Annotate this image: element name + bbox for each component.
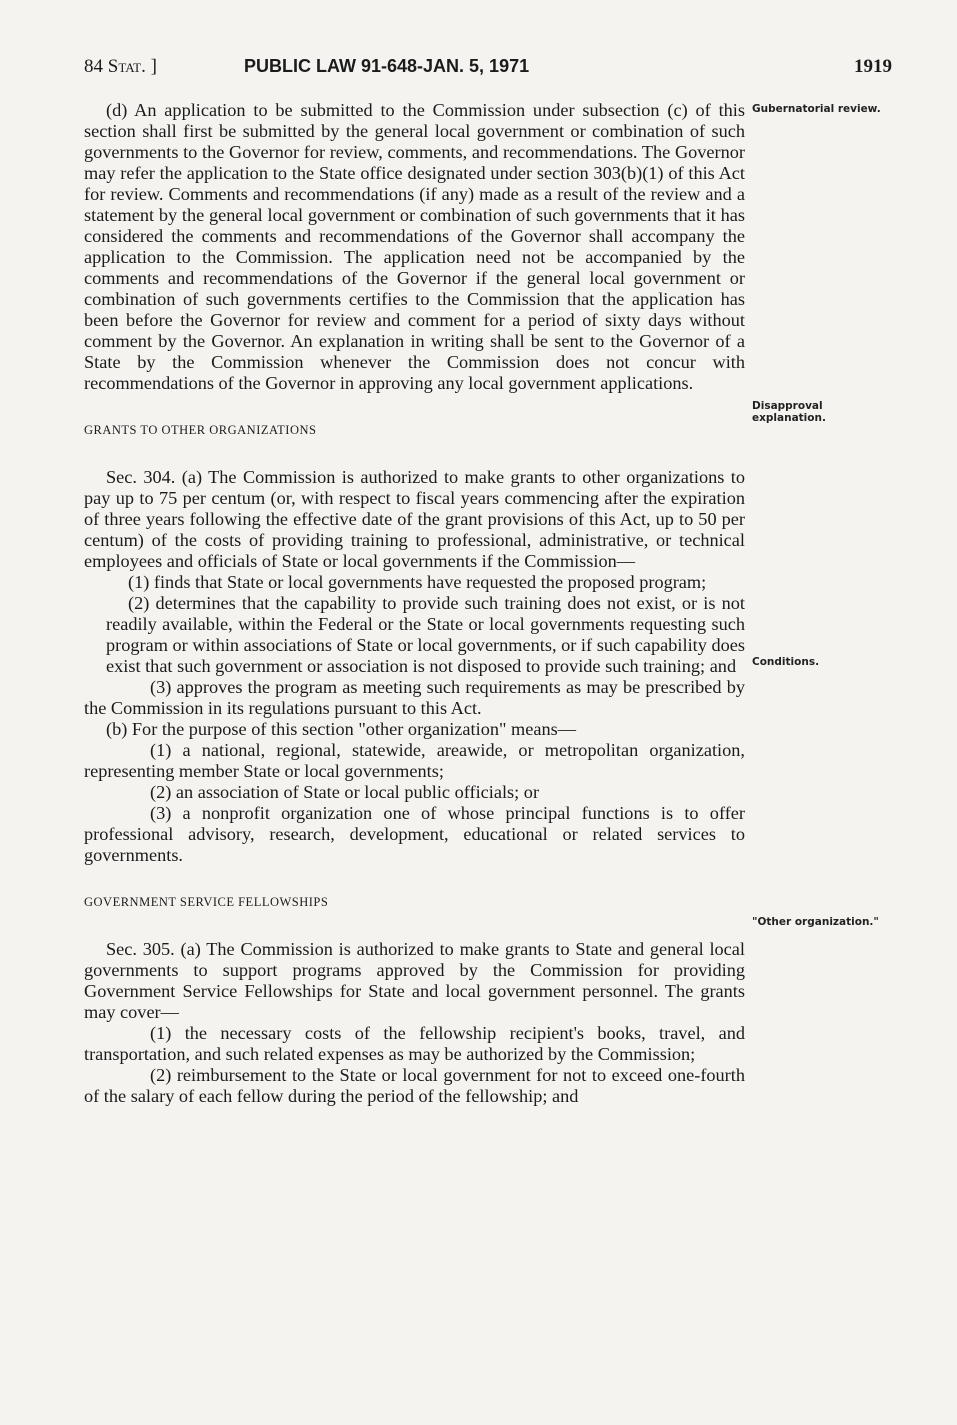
section-heading-government-service-fellowships: GOVERNMENT SERVICE FELLOWSHIPS [84, 895, 329, 909]
statute-reference: 84 Stat. ] [84, 56, 157, 77]
sec-304-b-3: (3) a nonprofit organization one of whose principal functions is to offer professional advisory, research, development, educational or related services to governments. [84, 803, 745, 865]
margin-note-other-organization: "Other organization." [752, 916, 879, 928]
sec-304-a: Sec. 304. (a) The Commission is authorized to make grants to other organizations to pay up to 75 per centum (or, with respect to fiscal years commencing after the expiration of three years following the effective date of the grant provisions of this Act, up to 50 per centum) of the costs of providing training to professional, administrative, or technical employees and officials of State or local governments if the Commission— [84, 467, 745, 571]
section-heading-grants-to-other-organizations: GRANTS TO OTHER ORGANIZATIONS [84, 423, 317, 437]
sec-305-a: Sec. 305. (a) The Commission is authorized to make grants to State and general local governments to support programs approved by the Commission for providing Government Service Fellowships for State and local government personnel. The grants may cover— [84, 939, 745, 1022]
sec-304-b: (b) For the purpose of this section "other organization" means— [106, 719, 576, 739]
running-head [84, 56, 892, 84]
sec-304-b-2: (2) an association of State or local public officials; or [150, 782, 540, 802]
paragraph-d: (d) An application to be submitted to the Commission under subsection (c) of this section shall first be submitted by the general local government or combination of such governments to the Governor for review, comments, and recommendations. The Governor may refer the application to the State office designated under section 303(b)(1) of this Act for review. Comments and recommendations (if any) made as a result of the review and a statement by the general local government or combination of such governments that it has considered the comments and recommendations of the Governor shall accompany the application to the Commission. The application need not be accompanied by the comments and recommendations of the Governor if the general local government or combination of such governments certifies to the Commission that the application has been before the Governor for review and comment for a period of sixty days without comment by the Governor. An explanation in writing shall be sent to the Governor of a State by the Commission whenever the Commission does not concur with recommendations of the Governor in approving any local government applications. [84, 100, 745, 393]
margin-note-conditions: Conditions. [752, 656, 820, 668]
sec-304-b-1: (1) a national, regional, statewide, areawide, or metropolitan organization, representing member State or local governments; [84, 740, 745, 781]
margin-note-gubernatorial-review: Gubernatorial review. [752, 103, 881, 115]
margin-note-disapproval-explanation: Disapproval explanation. [752, 400, 826, 424]
sec-305-a-2: (2) reimbursement to the State or local government for not to exceed one-fourth of the salary of each fellow during the period of the fellowship; and [84, 1065, 745, 1106]
body-text [84, 100, 745, 1107]
public-law-title: PUBLIC LAW 91-648-JAN. 5, 1971 [244, 56, 530, 76]
sec-304-a-3: (3) approves the program as meeting such requirements as may be prescribed by the Commission in its regulations pursuant to this Act. [84, 677, 745, 718]
page-number: 1919 [854, 56, 892, 77]
sec-304-a-1: (1) finds that State or local governments have requested the proposed program; [128, 572, 707, 592]
sec-304-a-2: (2) determines that the capability to provide such training does not exist, or is not readily available, within the Federal or the State or local governments requesting such program or within associations of State or local governments, or if such capability does exist that such government or association is not disposed to provide such training; and [106, 593, 745, 676]
sec-305-a-1: (1) the necessary costs of the fellowship recipient's books, travel, and transportation, and such related expenses as may be authorized by the Commission; [84, 1023, 745, 1064]
